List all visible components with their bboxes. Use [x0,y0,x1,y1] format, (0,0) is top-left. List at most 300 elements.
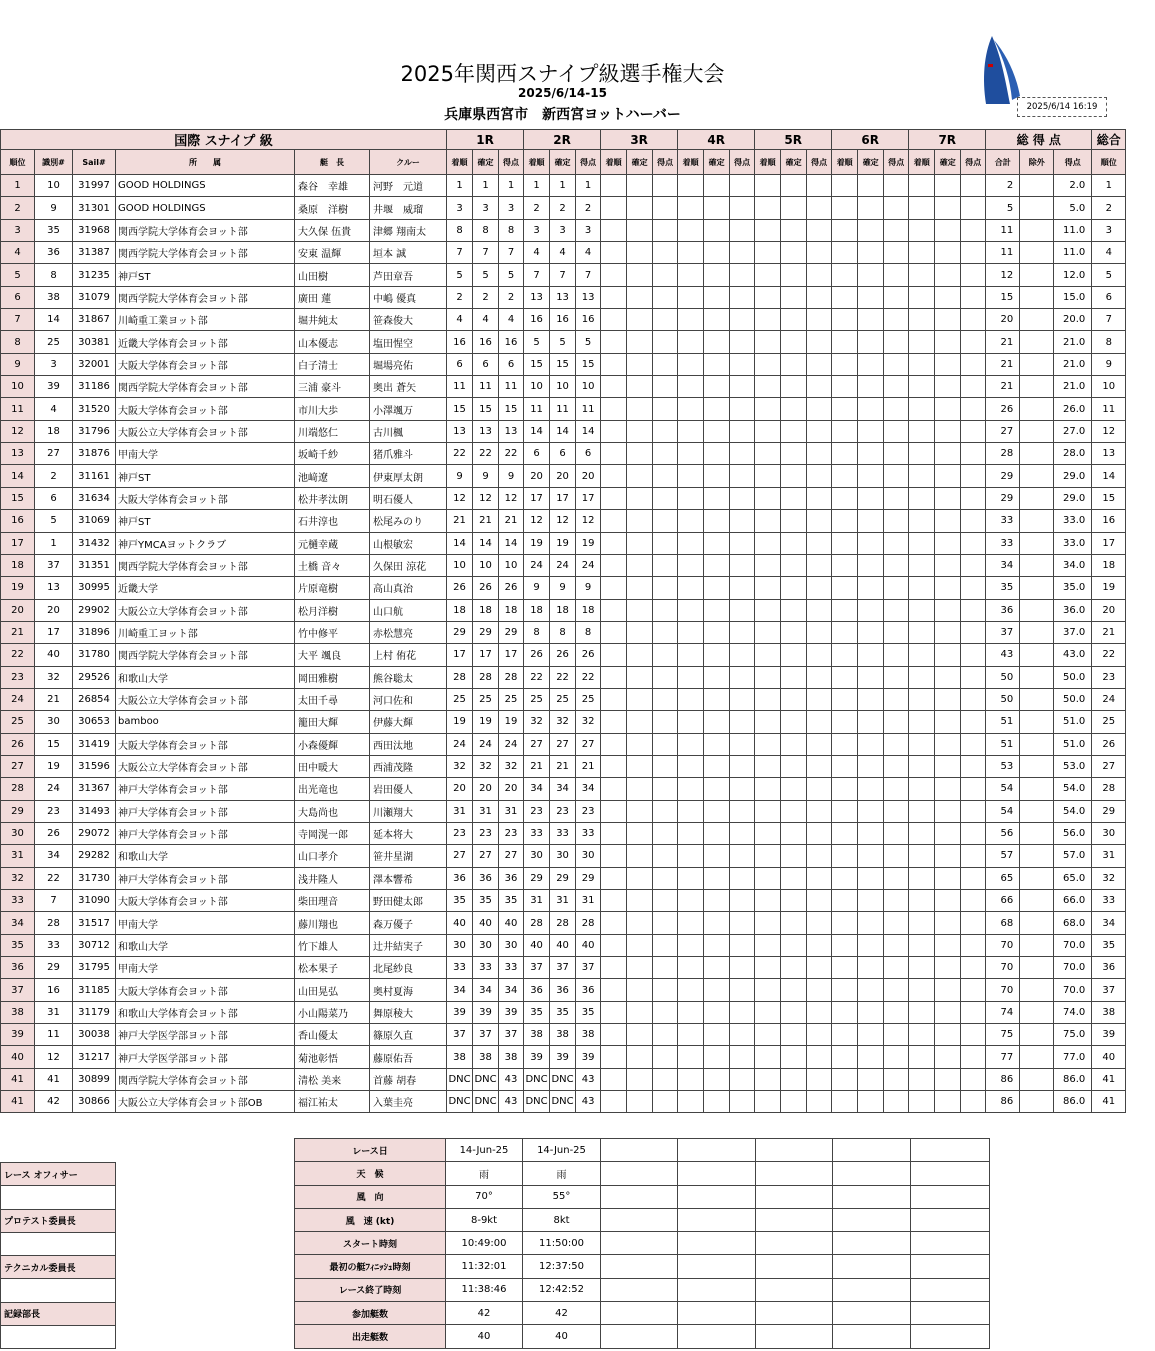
empty-race-cell [653,353,678,375]
race-info-empty [601,1162,678,1185]
sail-number-cell: 31351 [73,554,116,576]
empty-race-cell [627,957,653,979]
overall-rank-cell: 34 [1092,912,1126,934]
rank-cell: 20 [1,599,35,621]
empty-race-cell [755,621,781,643]
empty-race-cell [858,242,884,264]
empty-race-cell [653,934,678,956]
crew-cell: 野田健太郎 [370,890,447,912]
table-row [1,532,1126,554]
race-result-cell: 16 [499,331,524,353]
race-info-empty [601,1302,678,1325]
empty-race-cell [935,577,961,599]
total-sum-cell: 33 [986,532,1020,554]
empty-race-cell [935,554,961,576]
empty-race-cell [909,286,935,308]
race-result-cell: 27 [499,845,524,867]
col-discard: 除外 [1020,150,1054,175]
col-score: 得点 [1054,150,1092,175]
id-cell: 17 [35,621,73,643]
empty-race-cell [678,666,704,688]
race-result-cell: 26 [447,577,473,599]
discard-cell [1020,331,1054,353]
rank-cell: 16 [1,510,35,532]
race-result-cell: 4 [524,242,550,264]
race-info-empty [601,1208,678,1231]
empty-race-cell [884,443,909,465]
sail-number-cell: 31419 [73,733,116,755]
empty-race-cell [781,353,807,375]
race-info-empty [678,1255,756,1278]
empty-race-cell [601,398,627,420]
empty-race-cell [755,420,781,442]
overall-rank-cell: 23 [1092,666,1126,688]
race-result-cell: 1 [550,175,576,197]
sail-number-cell: 31090 [73,890,116,912]
rank-cell: 22 [1,644,35,666]
race-result-cell: 36 [447,867,473,889]
col-race-2-finish: 着順 [524,150,550,175]
id-cell: 11 [35,1024,73,1046]
empty-race-cell [961,845,986,867]
empty-race-cell [601,1001,627,1023]
race-result-cell: 38 [524,1024,550,1046]
race-result-cell: 3 [473,197,499,219]
empty-race-cell [884,175,909,197]
race-result-cell: 19 [524,532,550,554]
overall-rank-cell: 28 [1092,778,1126,800]
score-cell: 57.0 [1054,845,1092,867]
empty-race-cell [935,242,961,264]
sail-number-cell: 31780 [73,644,116,666]
discard-cell [1020,465,1054,487]
race-info-empty [833,1139,911,1162]
sail-number-cell: 30899 [73,1068,116,1090]
race-result-cell: 19 [550,532,576,554]
race-info-row [295,1208,990,1231]
crew-cell: 赤松慧亮 [370,621,447,643]
race-result-cell: 17 [576,487,601,509]
empty-race-cell [704,979,730,1001]
empty-race-cell [961,510,986,532]
empty-race-cell [755,711,781,733]
overall-rank-cell: 14 [1092,465,1126,487]
skipper-cell: 三浦 豪斗 [295,376,370,398]
empty-race-cell [781,778,807,800]
race-result-cell: DNC [550,1091,576,1113]
empty-race-cell [807,1068,832,1090]
crew-cell: 篠原久直 [370,1024,447,1046]
event-venue: 兵庫県西宮市 新西宮ヨットハーバー [444,107,681,123]
empty-race-cell [730,353,755,375]
race-info-empty [678,1302,756,1325]
empty-race-cell [755,175,781,197]
race-result-cell: 17 [524,487,550,509]
empty-race-cell [858,487,884,509]
club-cell: 神戸YMCAヨットクラブ [116,532,295,554]
race-result-cell: 3 [447,197,473,219]
empty-race-cell [678,845,704,867]
race-4-header: 4R [678,130,755,150]
rank-cell: 12 [1,420,35,442]
empty-race-cell [627,1068,653,1090]
empty-race-cell [653,286,678,308]
empty-race-cell [909,845,935,867]
skipper-cell: 竹下雄人 [295,934,370,956]
empty-race-cell [781,376,807,398]
crew-cell: 奥村夏海 [370,979,447,1001]
empty-race-cell [858,554,884,576]
race-result-cell: 10 [550,376,576,398]
race-result-cell: 34 [524,778,550,800]
overall-rank-cell: 4 [1092,242,1126,264]
race-result-cell: DNC [447,1091,473,1113]
race-result-cell: 23 [499,822,524,844]
empty-race-cell [832,666,858,688]
empty-race-cell [601,688,627,710]
empty-race-cell [601,443,627,465]
club-cell: 神戸大学体育会ヨット部 [116,822,295,844]
score-cell: 50.0 [1054,688,1092,710]
empty-race-cell [730,376,755,398]
empty-race-cell [627,621,653,643]
empty-race-cell [627,666,653,688]
id-cell: 27 [35,443,73,465]
empty-race-cell [601,420,627,442]
empty-race-cell [935,800,961,822]
table-row [1,197,1126,219]
empty-race-cell [781,912,807,934]
empty-race-cell [781,264,807,286]
empty-race-cell [935,331,961,353]
empty-race-cell [755,755,781,777]
empty-race-cell [909,1001,935,1023]
table-row [1,621,1126,643]
skipper-cell: 山口孝介 [295,845,370,867]
empty-race-cell [627,398,653,420]
id-cell: 16 [35,979,73,1001]
discard-cell [1020,890,1054,912]
overall-rank-cell: 21 [1092,621,1126,643]
rank-cell: 39 [1,1024,35,1046]
race-info-empty [911,1232,990,1255]
race-result-cell: DNC [447,1068,473,1090]
empty-race-cell [884,1024,909,1046]
empty-race-cell [601,1091,627,1113]
race-result-cell: 39 [550,1046,576,1068]
race-result-cell: 24 [524,554,550,576]
empty-race-cell [961,778,986,800]
empty-race-cell [730,554,755,576]
race-result-cell: 19 [576,532,601,554]
empty-race-cell [730,510,755,532]
discard-cell [1020,979,1054,1001]
empty-race-cell [704,510,730,532]
table-row [1,688,1126,710]
empty-race-cell [781,331,807,353]
race-result-cell: 37 [524,957,550,979]
timestamp-stamp: 2025/6/14 16:19 [1017,97,1107,117]
discard-cell [1020,175,1054,197]
discard-cell [1020,778,1054,800]
empty-race-cell [678,487,704,509]
empty-race-cell [601,845,627,867]
empty-race-cell [730,309,755,331]
race-result-cell: 43 [499,1068,524,1090]
empty-race-cell [755,1046,781,1068]
discard-cell [1020,219,1054,241]
race-result-cell: 32 [524,711,550,733]
race-result-cell: 10 [524,376,550,398]
empty-race-cell [858,510,884,532]
empty-race-cell [807,934,832,956]
race-info-row [295,1232,990,1255]
empty-race-cell [781,197,807,219]
id-cell: 10 [35,175,73,197]
empty-race-cell [884,197,909,219]
skipper-cell: 寺岡滉一郎 [295,822,370,844]
rank-cell: 30 [1,822,35,844]
sail-number-cell: 31520 [73,398,116,420]
empty-race-cell [961,688,986,710]
empty-race-cell [807,353,832,375]
empty-race-cell [704,175,730,197]
empty-race-cell [678,532,704,554]
col-total-sum: 合計 [986,150,1020,175]
empty-race-cell [807,175,832,197]
empty-race-cell [653,309,678,331]
score-cell: 65.0 [1054,867,1092,889]
club-cell: 神戸大学体育会ヨット部 [116,867,295,889]
sail-number-cell: 31161 [73,465,116,487]
crew-cell: 辻井結実子 [370,934,447,956]
discard-cell [1020,376,1054,398]
race-info-row [295,1278,990,1301]
empty-race-cell [858,688,884,710]
empty-race-cell [627,890,653,912]
total-sum-cell: 51 [986,711,1020,733]
score-cell: 34.0 [1054,554,1092,576]
empty-race-cell [884,890,909,912]
discard-cell [1020,644,1054,666]
empty-race-cell [730,755,755,777]
rank-cell: 25 [1,711,35,733]
empty-race-cell [653,778,678,800]
id-cell: 22 [35,867,73,889]
officer-value-row [1,1232,116,1255]
empty-race-cell [601,957,627,979]
race-result-cell: 43 [576,1091,601,1113]
table-row [1,398,1126,420]
empty-race-cell [755,264,781,286]
club-cell: 大阪公立大学体育会ヨット部 [116,420,295,442]
empty-race-cell [678,1001,704,1023]
score-cell: 56.0 [1054,822,1092,844]
score-cell: 15.0 [1054,286,1092,308]
total-sum-cell: 75 [986,1024,1020,1046]
race-info-empty [601,1278,678,1301]
empty-race-cell [704,733,730,755]
empty-race-cell [678,309,704,331]
score-cell: 27.0 [1054,420,1092,442]
overall-rank-cell: 30 [1092,822,1126,844]
sail-number-cell: 31968 [73,219,116,241]
sail-number-cell: 31634 [73,487,116,509]
race-result-cell: 5 [499,264,524,286]
score-cell: 74.0 [1054,1001,1092,1023]
rank-cell: 19 [1,577,35,599]
empty-race-cell [627,778,653,800]
empty-race-cell [678,353,704,375]
id-cell: 3 [35,353,73,375]
empty-race-cell [884,465,909,487]
race-result-cell: 36 [499,867,524,889]
race-info-empty [833,1302,911,1325]
empty-race-cell [730,822,755,844]
empty-race-cell [832,219,858,241]
total-sum-cell: 74 [986,1001,1020,1023]
race-result-cell: 3 [499,197,524,219]
empty-race-cell [627,175,653,197]
race-result-cell: 20 [447,778,473,800]
race-result-cell: DNC [473,1091,499,1113]
empty-race-cell [601,599,627,621]
table-row [1,1091,1126,1113]
empty-race-cell [678,242,704,264]
race-result-cell: 25 [524,688,550,710]
empty-race-cell [884,219,909,241]
empty-race-cell [832,1068,858,1090]
race-result-cell: 13 [473,420,499,442]
skipper-cell: 片原竜樹 [295,577,370,599]
id-cell: 14 [35,309,73,331]
race-result-cell: 18 [499,599,524,621]
race-result-cell: 22 [473,443,499,465]
race-result-cell: 25 [499,688,524,710]
empty-race-cell [909,688,935,710]
race-result-cell: 32 [576,711,601,733]
empty-race-cell [884,711,909,733]
race-info-value: 70° [446,1185,523,1208]
score-cell: 54.0 [1054,800,1092,822]
empty-race-cell [961,487,986,509]
race-result-cell: 20 [473,778,499,800]
race-result-cell: 13 [524,286,550,308]
discard-cell [1020,197,1054,219]
empty-race-cell [755,599,781,621]
table-row [1,465,1126,487]
score-cell: 33.0 [1054,532,1092,554]
empty-race-cell [909,376,935,398]
empty-race-cell [678,733,704,755]
race-result-cell: 31 [473,800,499,822]
empty-race-cell [884,1001,909,1023]
club-cell: 大阪大学体育会ヨット部 [116,353,295,375]
club-cell: 関西学院大学体育会ヨット部 [116,1068,295,1090]
empty-race-cell [755,554,781,576]
empty-race-cell [704,621,730,643]
empty-race-cell [858,778,884,800]
empty-race-cell [730,644,755,666]
race-result-cell: 5 [524,331,550,353]
empty-race-cell [678,711,704,733]
discard-cell [1020,577,1054,599]
empty-race-cell [653,1001,678,1023]
empty-race-cell [858,465,884,487]
race-result-cell: 7 [473,242,499,264]
empty-race-cell [858,599,884,621]
race-result-cell: 17 [473,644,499,666]
empty-race-cell [653,376,678,398]
race-result-cell: 5 [473,264,499,286]
empty-race-cell [755,286,781,308]
officer-value-row [1,1186,116,1209]
rank-cell: 15 [1,487,35,509]
score-cell: 33.0 [1054,510,1092,532]
empty-race-cell [781,800,807,822]
empty-race-cell [909,465,935,487]
race-result-cell: 20 [576,465,601,487]
race-result-cell: 26 [550,644,576,666]
empty-race-cell [653,1068,678,1090]
overall-rank-cell: 26 [1092,733,1126,755]
rank-cell: 34 [1,912,35,934]
crew-cell: 笹森俊大 [370,309,447,331]
discard-cell [1020,755,1054,777]
crew-cell: 熊谷聡太 [370,666,447,688]
empty-race-cell [961,800,986,822]
empty-race-cell [730,286,755,308]
discard-cell [1020,934,1054,956]
empty-race-cell [961,465,986,487]
empty-race-cell [755,487,781,509]
crew-cell: 明石優人 [370,487,447,509]
table-row [1,175,1126,197]
empty-race-cell [961,912,986,934]
empty-race-cell [961,264,986,286]
race-result-cell: 38 [499,1046,524,1068]
empty-race-cell [730,711,755,733]
race-info-empty [678,1325,756,1348]
race-result-cell: 9 [550,577,576,599]
empty-race-cell [832,755,858,777]
empty-race-cell [807,577,832,599]
overall-header: 総合 [1092,130,1126,150]
rank-cell: 27 [1,755,35,777]
empty-race-cell [935,934,961,956]
empty-race-cell [627,867,653,889]
crew-cell: 古川楓 [370,420,447,442]
skipper-cell: 籠田大輝 [295,711,370,733]
empty-race-cell [961,554,986,576]
empty-race-cell [909,219,935,241]
empty-race-cell [781,755,807,777]
rank-cell: 21 [1,621,35,643]
crew-cell: 澤本響希 [370,867,447,889]
empty-race-cell [884,755,909,777]
table-row [1,1046,1126,1068]
empty-race-cell [832,621,858,643]
empty-race-cell [832,688,858,710]
empty-race-cell [678,912,704,934]
officer-value-row [1,1326,116,1349]
crew-cell: 岩田優人 [370,778,447,800]
table-row [1,912,1126,934]
score-cell: 70.0 [1054,957,1092,979]
empty-race-cell [832,309,858,331]
race-result-cell: 30 [447,934,473,956]
race-result-cell: 26 [499,577,524,599]
